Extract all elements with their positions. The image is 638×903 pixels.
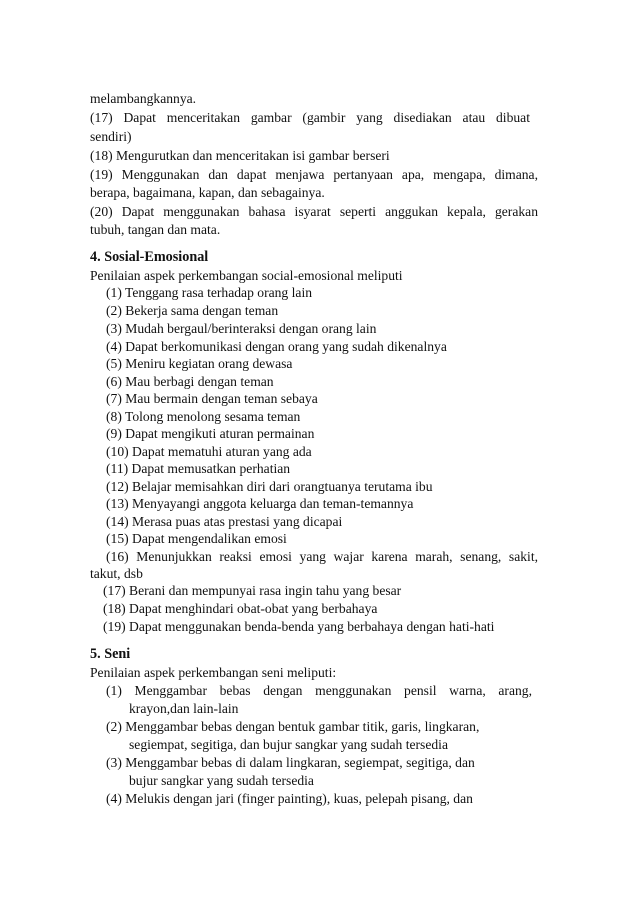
list-item-continuation: takut, dsb	[90, 566, 143, 581]
intro-line: tubuh, tangan dan mata.	[90, 222, 221, 237]
list-item: (18) Dapat menghindari obat-obat yang berbahaya	[103, 601, 378, 616]
intro-line: (17) Dapat menceritakan gambar (gambir yang disediakan atau dibuat	[90, 110, 530, 125]
list-item: (9) Dapat mengikuti aturan permainan	[106, 426, 315, 441]
list-item: (2) Bekerja sama dengan teman	[106, 303, 279, 318]
intro-line: (20) Dapat menggunakan bahasa isyarat seperti anggukan kepala, gerakan	[90, 204, 538, 219]
section-intro: Penilaian aspek perkembangan social-emosional meliputi	[90, 268, 403, 283]
list-item: (8) Tolong menolong sesama teman	[106, 409, 301, 424]
intro-line: melambangkannya.	[90, 91, 197, 106]
list-item: (3) Mudah bergaul/berinteraksi dengan orang lain	[106, 321, 377, 336]
list-item: (3) Menggambar bebas di dalam lingkaran, segiempat, segitiga, dan	[106, 755, 475, 770]
list-item: (7) Mau bermain dengan teman sebaya	[106, 391, 318, 406]
intro-line: (18) Mengurutkan dan menceritakan isi gambar berseri	[90, 148, 390, 163]
list-item: (1) Menggambar bebas dengan menggunakan pensil warna, arang,	[106, 683, 532, 698]
list-item: (16) Menunjukkan reaksi emosi yang wajar karena marah, senang, sakit,	[106, 549, 538, 564]
list-item: (4) Dapat berkomunikasi dengan orang yang sudah dikenalnya	[106, 339, 447, 354]
list-item: (17) Berani dan mempunyai rasa ingin tahu yang besar	[103, 583, 402, 598]
list-item: (15) Dapat mengendalikan emosi	[106, 531, 287, 546]
section-heading: 4. Sosial-Emosional	[90, 249, 209, 265]
list-item: (19) Dapat menggunakan benda-benda yang berbahaya dengan hati-hati	[103, 619, 495, 634]
list-item: (2) Menggambar bebas dengan bentuk gambar titik, garis, lingkaran,	[106, 719, 480, 734]
list-item-continuation: krayon,dan lain-lain	[129, 701, 239, 716]
list-item: (1) Tenggang rasa terhadap orang lain	[106, 285, 313, 300]
list-item-continuation: segiempat, segitiga, dan bujur sangkar yang sudah tersedia	[129, 737, 448, 752]
list-item: (5) Meniru kegiatan orang dewasa	[106, 356, 293, 371]
list-item: (6) Mau berbagi dengan teman	[106, 374, 274, 389]
list-item: (13) Menyayangi anggota keluarga dan teman-temannya	[106, 496, 414, 511]
list-item: (11) Dapat memusatkan perhatian	[106, 461, 291, 476]
intro-line: berapa, bagaimana, kapan, dan sebagainya.	[90, 185, 325, 200]
list-item: (10) Dapat mematuhi aturan yang ada	[106, 444, 312, 459]
section-heading: 5. Seni	[90, 646, 131, 662]
intro-line: sendiri)	[90, 129, 132, 144]
list-item: (12) Belajar memisahkan diri dari orangtuanya terutama ibu	[106, 479, 433, 494]
list-item: (14) Merasa puas atas prestasi yang dicapai	[106, 514, 343, 529]
list-item-continuation: bujur sangkar yang sudah tersedia	[129, 773, 314, 788]
list-item: (4) Melukis dengan jari (finger painting), kuas, pelepah pisang, dan	[106, 791, 473, 806]
intro-line: (19) Menggunakan dan dapat menjawa pertanyaan apa, mengapa, dimana,	[90, 167, 538, 182]
section-intro: Penilaian aspek perkembangan seni meliputi:	[90, 665, 337, 680]
